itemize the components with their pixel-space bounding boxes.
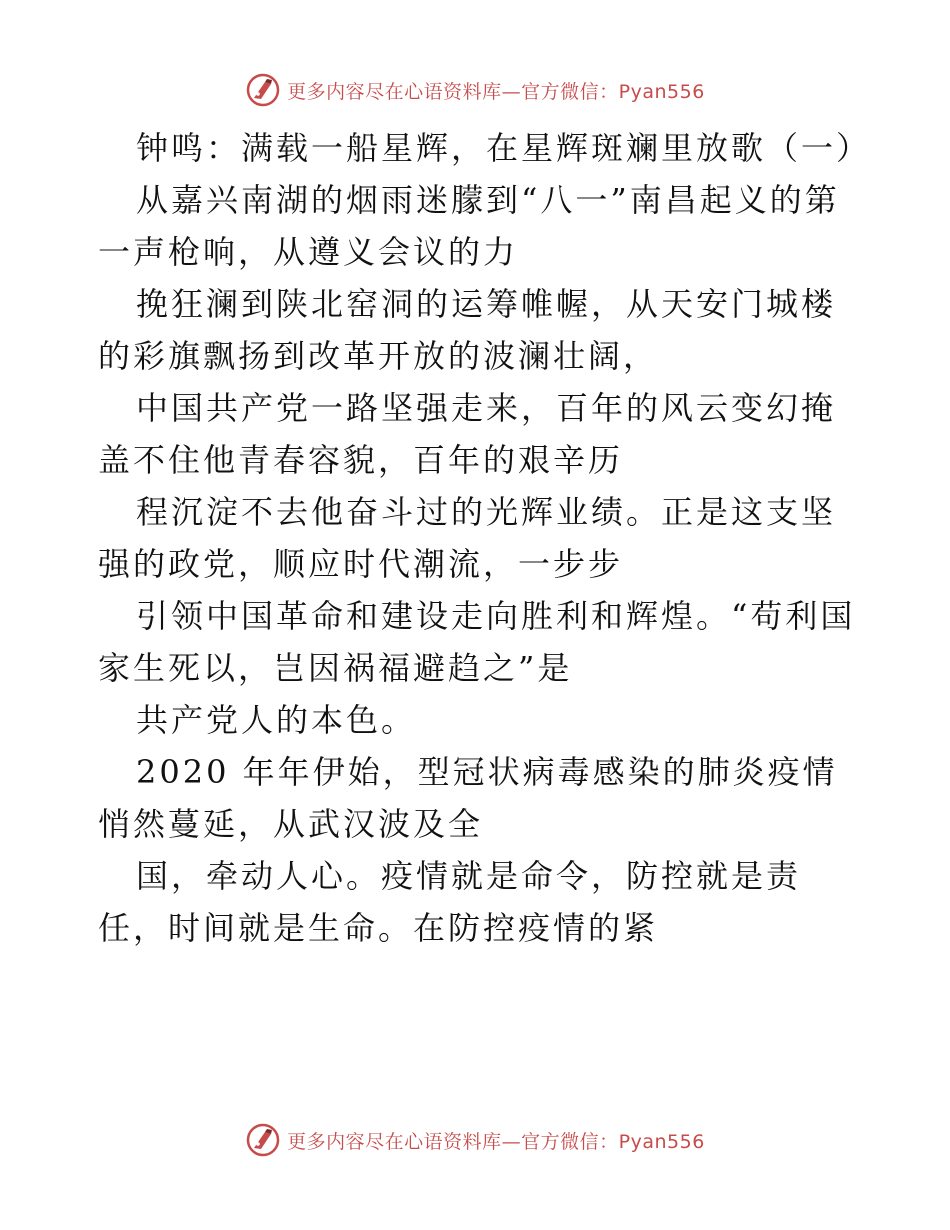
footer-site-name: 更多内容尽在心语资料库 <box>287 1130 502 1153</box>
header-banner-text <box>287 77 705 104</box>
paragraph: 挽狂澜到陕北窑洞的运筹帷幄，从天安门城楼的彩旗飘扬到改革开放的波澜壮阔， <box>98 285 837 375</box>
header-banner <box>0 70 950 110</box>
footer-banner <box>0 1120 950 1160</box>
header-wechat-label: 官方微信：Pyan556 <box>521 80 705 103</box>
paragraph: 程沉淀不去他奋斗过的光辉业绩。正是这支坚强的政党，顺应时代潮流，一步步 <box>98 493 837 583</box>
paragraph: 国，牵动人心。疫情就是命令，防控就是责任，时间就是生命。在防控疫情的紧 <box>98 857 802 947</box>
document-body <box>98 122 872 954</box>
paragraph: 2020 年年伊始，型冠状病毒感染的肺炎疫情悄然蔓延，从武汉波及全 <box>98 753 838 843</box>
pen-nib-logo-icon <box>245 72 281 108</box>
document-title: 钟鸣：满载一船星辉，在星辉斑斓里放歌（一） <box>136 129 872 167</box>
paragraph: 共产党人的本色。 <box>136 701 417 739</box>
header-site-name: 更多内容尽在心语资料库 <box>287 80 502 103</box>
pen-nib-logo-icon <box>245 1122 281 1158</box>
footer-wechat-label: 官方微信：Pyan556 <box>521 1130 705 1153</box>
header-separator: — <box>501 80 522 103</box>
paragraph: 引领中国革命和建设走向胜利和辉煌。“苟利国家生死以，岂因祸福避趋之”是 <box>98 597 856 687</box>
footer-separator: — <box>501 1130 522 1153</box>
footer-banner-text <box>287 1127 705 1154</box>
paragraph: 从嘉兴南湖的烟雨迷朦到“八一”南昌起义的第一声枪响，从遵义会议的力 <box>98 181 840 271</box>
paragraph: 中国共产党一路坚强走来，百年的风云变幻掩盖不住他青春容貌，百年的艰辛历 <box>98 389 837 479</box>
